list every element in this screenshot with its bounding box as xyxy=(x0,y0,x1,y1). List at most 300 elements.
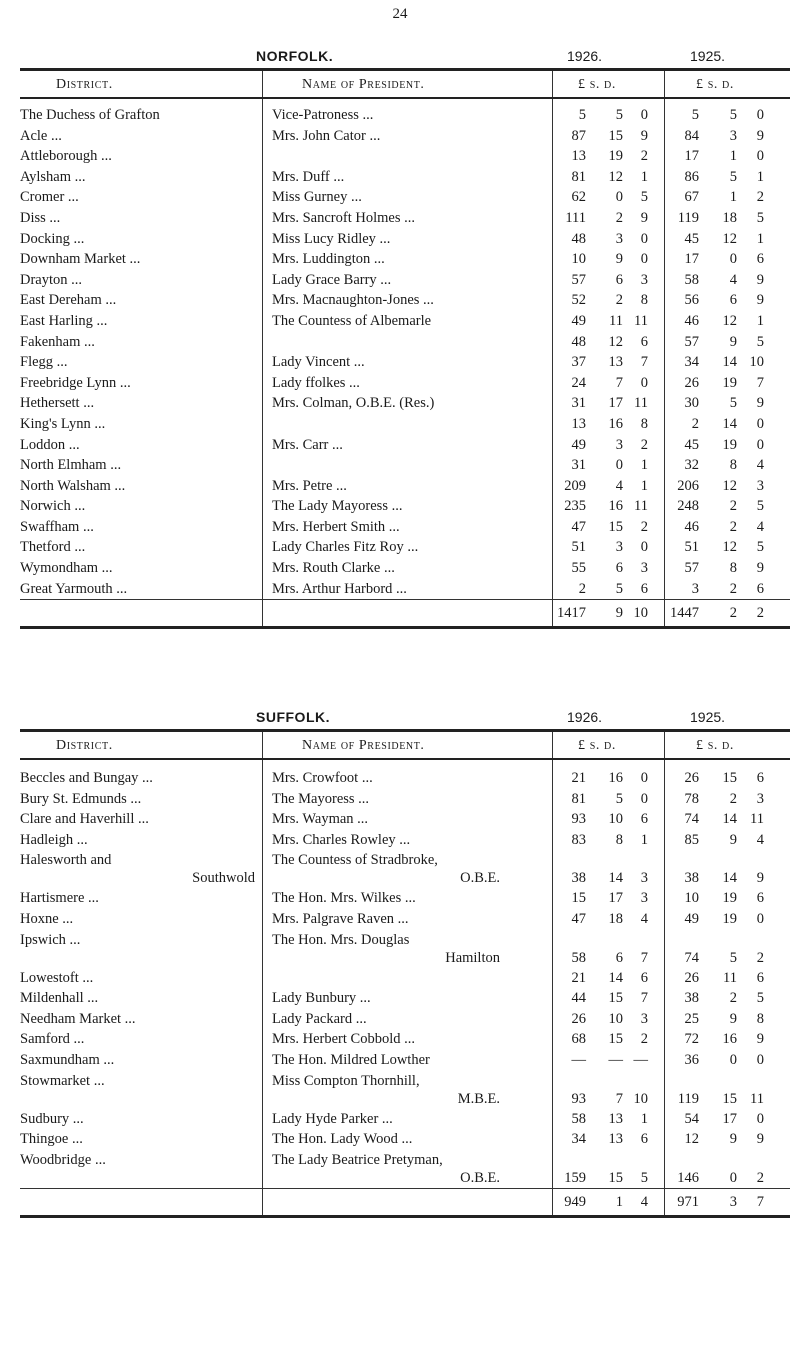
1925-shillings: 19 xyxy=(722,374,737,391)
1926-pounds: 58 xyxy=(571,1110,586,1127)
1925-pounds: 84 xyxy=(684,127,699,144)
1926-pence: 1 xyxy=(640,477,648,494)
district-name: King's Lynn ... xyxy=(20,415,106,432)
1925-pounds: 45 xyxy=(684,230,699,247)
1926-pence: 5 xyxy=(640,189,648,206)
president-name: The Countess of Albemarle xyxy=(272,312,432,329)
1925-pence: 4 xyxy=(756,518,764,535)
table-row xyxy=(20,167,790,188)
district-name: Aylsham ... xyxy=(20,168,86,185)
1925-pounds: 38 xyxy=(684,870,699,887)
1926-pence: 8 xyxy=(640,415,648,432)
1925-pence: 1 xyxy=(756,168,764,185)
president-name: Mrs. Colman, O.B.E. (Res.) xyxy=(272,395,435,412)
1925-pence: 0 xyxy=(756,1110,764,1127)
1926-pounds: 57 xyxy=(571,271,586,288)
1926-pounds: 34 xyxy=(571,1131,586,1148)
1925-shillings: 9 xyxy=(729,333,737,350)
1925-shillings: 14 xyxy=(722,870,737,887)
district-name: Fakenham ... xyxy=(20,333,95,350)
suffolk-table xyxy=(20,729,790,1218)
table-row xyxy=(20,830,790,851)
1926-shillings: 9 xyxy=(615,251,623,268)
1926-shillings: 17 xyxy=(608,395,623,412)
district-name: East Harling ... xyxy=(20,312,108,329)
president-name: The Hon. Mrs. Wilkes ... xyxy=(272,890,416,907)
1926-shillings: 3 xyxy=(615,230,623,247)
1925-pence: 11 xyxy=(750,811,764,828)
suffolk-title: SUFFOLK. xyxy=(256,709,330,725)
1925-pounds: 25 xyxy=(684,1010,699,1027)
1925-pence: 6 xyxy=(756,580,764,597)
district-name: Stowmarket ... xyxy=(20,1072,105,1089)
1926-pounds: 81 xyxy=(571,790,586,807)
1925-shillings: 0 xyxy=(729,251,737,268)
total-1925-pence: 7 xyxy=(756,1193,764,1210)
total-1926-shillings: 9 xyxy=(615,605,623,622)
district-name: Attleborough ... xyxy=(20,148,112,165)
district-name: Flegg ... xyxy=(20,354,68,371)
1926-pounds: 209 xyxy=(564,477,586,494)
1925-shillings: 8 xyxy=(729,560,737,577)
table-row xyxy=(20,332,790,353)
1925-pounds: 85 xyxy=(684,831,699,848)
1926-shillings: 0 xyxy=(615,189,623,206)
1926-pounds: 49 xyxy=(571,436,586,453)
1925-pence: 0 xyxy=(756,910,764,927)
1926-pence: 1 xyxy=(640,1110,648,1127)
table-row xyxy=(20,1109,790,1130)
table-header xyxy=(20,71,790,99)
1926-shillings: 3 xyxy=(615,539,623,556)
1926-pounds: 48 xyxy=(571,333,586,350)
1925-shillings: 15 xyxy=(722,770,737,786)
1925-pence: 5 xyxy=(756,990,764,1007)
president-name-cont: O.B.E. xyxy=(460,1169,500,1186)
district-name: Swaffham ... xyxy=(20,518,94,535)
1926-shillings: 15 xyxy=(608,518,623,535)
1925-pounds: 56 xyxy=(684,292,699,309)
1925-shillings: 3 xyxy=(729,127,737,144)
1925-shillings: 2 xyxy=(729,498,737,515)
president-name: Mrs. Macnaughton-Jones ... xyxy=(272,292,434,309)
1925-shillings: 17 xyxy=(722,1110,737,1127)
district-name: Norwich ... xyxy=(20,498,86,515)
1926-pence: 1 xyxy=(640,168,648,185)
president-name: Lady Grace Barry ... xyxy=(272,271,392,288)
1925-pounds: 74 xyxy=(684,949,699,966)
suffolk-year-1926: 1926. xyxy=(567,709,603,725)
1926-shillings: — xyxy=(608,1051,623,1068)
president-name: The Hon. Mrs. Douglas xyxy=(272,931,410,948)
1926-pence: 3 xyxy=(640,271,648,288)
1926-shillings: 3 xyxy=(615,436,623,453)
president-name: Lady Charles Fitz Roy ... xyxy=(272,539,419,556)
district-name: Beccles and Bungay ... xyxy=(20,770,153,786)
1926-pounds: 83 xyxy=(571,831,586,848)
1926-shillings: 12 xyxy=(608,168,623,185)
district-name: Ipswich ... xyxy=(20,931,81,948)
1925-shillings: 1 xyxy=(729,189,737,206)
1926-shillings: 13 xyxy=(608,354,623,371)
1925-pence: 3 xyxy=(756,477,764,494)
1926-pounds: 81 xyxy=(571,168,586,185)
president-name: Mrs. Carr ... xyxy=(272,436,343,453)
president-name: Mrs. John Cator ... xyxy=(272,127,381,144)
1925-pounds: 38 xyxy=(684,990,699,1007)
amount-header-1926: £ s. d. xyxy=(578,738,616,753)
district-name: East Dereham ... xyxy=(20,292,117,309)
table-row xyxy=(20,1050,790,1071)
1926-pence: 0 xyxy=(640,251,648,268)
1925-shillings: 19 xyxy=(722,890,737,907)
table-row xyxy=(20,768,790,789)
district-name: Cromer ... xyxy=(20,189,79,206)
table-row xyxy=(20,1150,790,1188)
1926-pence: 6 xyxy=(640,969,648,986)
1925-pounds: 51 xyxy=(684,539,699,556)
1925-pounds: 30 xyxy=(684,395,699,412)
1925-pence: 2 xyxy=(756,1169,764,1186)
district-name: Hartismere ... xyxy=(20,890,99,907)
president-name: Mrs. Charles Rowley ... xyxy=(272,831,411,848)
1926-pence: 3 xyxy=(640,560,648,577)
1926-pounds: 47 xyxy=(571,910,586,927)
1925-pence: 8 xyxy=(756,1010,764,1027)
1926-pounds: 58 xyxy=(571,949,586,966)
1926-pence: 0 xyxy=(640,374,648,391)
1925-shillings: 12 xyxy=(722,230,737,247)
table-row xyxy=(20,352,790,373)
1926-pence: 11 xyxy=(634,395,648,412)
table-row xyxy=(20,537,790,558)
1925-shillings: 18 xyxy=(722,209,737,226)
1926-pounds: 31 xyxy=(571,457,586,474)
1926-pounds: 51 xyxy=(571,539,586,556)
1925-pounds: 46 xyxy=(684,312,699,329)
table-row xyxy=(20,146,790,167)
president-name: Miss Lucy Ridley ... xyxy=(272,230,391,247)
1925-pence: 2 xyxy=(756,189,764,206)
total-1925-pence: 2 xyxy=(756,605,764,622)
1926-shillings: 16 xyxy=(608,770,623,786)
district-name: North Walsham ... xyxy=(20,477,126,494)
1926-pence: 3 xyxy=(640,1010,648,1027)
1925-pence: 9 xyxy=(756,127,764,144)
1925-pounds: 34 xyxy=(684,354,699,371)
1925-pounds: 67 xyxy=(684,189,699,206)
1926-pounds: 44 xyxy=(571,990,586,1007)
1925-pence: 3 xyxy=(756,790,764,807)
table-row xyxy=(20,435,790,456)
president-name: Lady ffolkes ... xyxy=(272,374,360,391)
district-header: District. xyxy=(56,77,113,92)
table-row xyxy=(20,909,790,930)
1926-shillings: 16 xyxy=(608,415,623,432)
1926-shillings: 19 xyxy=(608,148,623,165)
1925-shillings: 19 xyxy=(722,436,737,453)
president-name: Miss Gurney ... xyxy=(272,189,362,206)
district-name: North Elmham ... xyxy=(20,457,122,474)
president-name: The Lady Beatrice Pretyman, xyxy=(272,1151,443,1168)
table-row xyxy=(20,988,790,1009)
1925-pence: 0 xyxy=(756,148,764,165)
1925-shillings: 9 xyxy=(729,1010,737,1027)
1925-pounds: 146 xyxy=(677,1169,699,1186)
1926-shillings: 6 xyxy=(615,271,623,288)
norfolk-year-1926: 1926. xyxy=(567,48,603,64)
district-name: Saxmundham ... xyxy=(20,1051,115,1068)
amount-header-1926: £ s. d. xyxy=(578,77,616,92)
table-row xyxy=(20,126,790,147)
table-row xyxy=(20,229,790,250)
1926-pounds: 68 xyxy=(571,1031,586,1048)
table-row xyxy=(20,558,790,579)
president-name: Lady Hyde Parker ... xyxy=(272,1110,393,1127)
1925-shillings: 12 xyxy=(722,539,737,556)
president-header: Name of President. xyxy=(302,77,425,92)
1925-pence: 10 xyxy=(749,354,764,371)
president-name: The Lady Mayoress ... xyxy=(272,498,403,515)
1926-pounds: 55 xyxy=(571,560,586,577)
1926-pounds: 111 xyxy=(565,209,586,226)
president-name: The Mayoress ... xyxy=(272,790,370,807)
table-row xyxy=(20,579,790,600)
president-name: Mrs. Herbert Cobbold ... xyxy=(272,1031,415,1048)
table-row xyxy=(20,1009,790,1030)
norfolk-title: NORFOLK. xyxy=(256,48,334,64)
table-row xyxy=(20,930,790,968)
1925-shillings: 5 xyxy=(729,395,737,412)
1925-pounds: 36 xyxy=(684,1051,699,1068)
president-name: Mrs. Palgrave Raven ... xyxy=(272,910,409,927)
1926-shillings: 2 xyxy=(615,209,623,226)
1925-pence: 6 xyxy=(756,969,764,986)
1925-shillings: 14 xyxy=(722,415,737,432)
1926-shillings: 11 xyxy=(609,312,623,329)
1926-pence: 7 xyxy=(640,990,648,1007)
1926-pounds: 62 xyxy=(571,189,586,206)
1926-pounds: 24 xyxy=(571,374,586,391)
1926-pence: 0 xyxy=(640,770,648,786)
table-row xyxy=(20,888,790,909)
1925-pounds: 72 xyxy=(684,1031,699,1048)
1925-pounds: 57 xyxy=(684,333,699,350)
1925-pounds: 58 xyxy=(684,271,699,288)
1926-pounds: 235 xyxy=(564,498,586,515)
president-name-cont: M.B.E. xyxy=(457,1090,500,1107)
1925-pounds: 2 xyxy=(691,415,699,432)
district-name: Woodbridge ... xyxy=(20,1151,106,1168)
district-name: Freebridge Lynn ... xyxy=(20,374,131,391)
1925-pounds: 74 xyxy=(684,811,699,828)
1925-pounds: 45 xyxy=(684,436,699,453)
president-name-cont: Hamilton xyxy=(445,949,500,966)
1926-shillings: 15 xyxy=(608,1031,623,1048)
total-1926-shillings: 1 xyxy=(615,1193,623,1210)
table-row xyxy=(20,476,790,497)
president-name: Mrs. Arthur Harbord ... xyxy=(272,580,407,597)
1925-pounds: 54 xyxy=(684,1110,699,1127)
1925-pounds: 3 xyxy=(691,580,699,597)
table-row xyxy=(20,414,790,435)
table-row xyxy=(20,270,790,291)
district-name: Downham Market ... xyxy=(20,251,141,268)
1926-pounds: 93 xyxy=(571,1090,586,1107)
1925-pounds: 86 xyxy=(684,168,699,185)
district-name: Acle ... xyxy=(20,127,62,144)
1926-pence: 0 xyxy=(640,539,648,556)
table-row xyxy=(20,290,790,311)
district-name: Wymondham ... xyxy=(20,560,113,577)
1925-pounds: 17 xyxy=(684,148,699,165)
1926-pence: 6 xyxy=(640,333,648,350)
1926-shillings: 6 xyxy=(615,560,623,577)
1926-pence: 7 xyxy=(640,354,648,371)
1926-shillings: 6 xyxy=(615,949,623,966)
table-row xyxy=(20,373,790,394)
1925-pence: 4 xyxy=(756,457,764,474)
1925-pounds: 119 xyxy=(677,209,699,226)
district-name: Hethersett ... xyxy=(20,395,95,412)
1926-pounds: 159 xyxy=(564,1169,586,1186)
1925-shillings: 2 xyxy=(729,580,737,597)
suffolk-year-1925: 1925. xyxy=(690,709,726,725)
president-name: Mrs. Wayman ... xyxy=(272,811,369,828)
table-row xyxy=(20,850,790,888)
president-name: The Countess of Stradbroke, xyxy=(272,852,438,869)
1925-pence: 2 xyxy=(756,949,764,966)
1926-pence: 6 xyxy=(640,580,648,597)
1925-shillings: 2 xyxy=(729,790,737,807)
1925-pounds: 119 xyxy=(677,1090,699,1107)
president-name: The Hon. Mildred Lowther xyxy=(272,1051,430,1068)
1926-pence: 2 xyxy=(640,518,648,535)
1925-pounds: 12 xyxy=(684,1131,699,1148)
1925-shillings: 1 xyxy=(729,148,737,165)
table-row xyxy=(20,105,790,126)
1925-pence: 9 xyxy=(756,292,764,309)
district-name: Clare and Haverhill ... xyxy=(20,811,149,828)
1926-shillings: 8 xyxy=(615,831,623,848)
1925-pounds: 5 xyxy=(691,107,699,123)
total-1926-pence: 10 xyxy=(633,605,648,622)
1926-shillings: 5 xyxy=(615,790,623,807)
1926-shillings: 12 xyxy=(608,333,623,350)
1926-shillings: 16 xyxy=(608,498,623,515)
district-name: Great Yarmouth ... xyxy=(20,580,128,597)
1925-pounds: 32 xyxy=(684,457,699,474)
1926-pence: 9 xyxy=(640,127,648,144)
1926-pence: 0 xyxy=(640,230,648,247)
amount-header-1925: £ s. d. xyxy=(696,738,734,753)
table-header xyxy=(20,732,790,760)
table-row xyxy=(20,311,790,332)
1925-shillings: 8 xyxy=(729,457,737,474)
1926-pounds: 38 xyxy=(571,870,586,887)
1925-shillings: 5 xyxy=(729,107,737,123)
1925-pounds: 49 xyxy=(684,910,699,927)
total-1925-pounds: 1447 xyxy=(670,605,699,622)
1925-pence: 6 xyxy=(756,251,764,268)
1925-pence: 1 xyxy=(756,230,764,247)
1926-pence: 5 xyxy=(640,1169,648,1186)
1925-pence: 11 xyxy=(750,1090,764,1107)
1926-shillings: 7 xyxy=(615,1090,623,1107)
1925-shillings: 6 xyxy=(729,292,737,309)
district-name: Lowestoft ... xyxy=(20,969,94,986)
1925-pounds: 17 xyxy=(684,251,699,268)
district-name: Samford ... xyxy=(20,1031,85,1048)
president-name: Lady Packard ... xyxy=(272,1010,367,1027)
district-name: Diss ... xyxy=(20,209,61,226)
1926-shillings: 15 xyxy=(608,127,623,144)
suffolk-rows xyxy=(20,760,790,1188)
1925-pounds: 248 xyxy=(677,498,699,515)
1925-shillings: 14 xyxy=(722,811,737,828)
table-row xyxy=(20,249,790,270)
1926-pence: 2 xyxy=(640,148,648,165)
1926-shillings: 17 xyxy=(608,890,623,907)
1926-pounds: 21 xyxy=(571,969,586,986)
1926-shillings: 18 xyxy=(608,910,623,927)
1926-pence: 0 xyxy=(640,790,648,807)
page-number: 24 xyxy=(392,6,408,22)
1925-pence: 9 xyxy=(756,271,764,288)
1926-shillings: 10 xyxy=(608,1010,623,1027)
1925-pence: 9 xyxy=(756,395,764,412)
table-row xyxy=(20,455,790,476)
1926-shillings: 13 xyxy=(608,1131,623,1148)
total-1926-pence: 4 xyxy=(640,1193,648,1210)
1926-pence: 4 xyxy=(640,910,648,927)
1925-shillings: 19 xyxy=(722,910,737,927)
1926-shillings: 13 xyxy=(608,1110,623,1127)
1925-pounds: 26 xyxy=(684,374,699,391)
1926-pence: 10 xyxy=(633,1090,648,1107)
1926-pounds: 15 xyxy=(571,890,586,907)
1926-pounds: 48 xyxy=(571,230,586,247)
district-name: Sudbury ... xyxy=(20,1110,84,1127)
norfolk-rows xyxy=(20,99,790,599)
district-name: Mildenhall ... xyxy=(20,990,99,1007)
district-name: Bury St. Edmunds ... xyxy=(20,790,142,807)
1925-pounds: 206 xyxy=(677,477,699,494)
1925-shillings: 12 xyxy=(722,312,737,329)
table-row xyxy=(20,208,790,229)
1926-pence: 11 xyxy=(634,312,648,329)
1925-pounds: 46 xyxy=(684,518,699,535)
president-name: The Hon. Lady Wood ... xyxy=(272,1131,413,1148)
1926-pounds: 93 xyxy=(571,811,586,828)
1925-shillings: 11 xyxy=(723,969,737,986)
1925-shillings: 4 xyxy=(729,271,737,288)
district-name: Hadleigh ... xyxy=(20,831,88,848)
president-name: Mrs. Duff ... xyxy=(272,168,345,185)
1926-pounds: 2 xyxy=(578,580,586,597)
1926-pence: 2 xyxy=(640,436,648,453)
1925-pence: 9 xyxy=(756,1031,764,1048)
1925-pounds: 10 xyxy=(684,890,699,907)
amount-header-1925: £ s. d. xyxy=(696,77,734,92)
norfolk-total-row xyxy=(20,599,790,629)
1926-shillings: 2 xyxy=(615,292,623,309)
1926-shillings: 5 xyxy=(615,580,623,597)
1926-shillings: 0 xyxy=(615,457,623,474)
1925-pence: 5 xyxy=(756,209,764,226)
1926-shillings: 5 xyxy=(615,107,623,123)
president-name: Lady Bunbury ... xyxy=(272,990,371,1007)
